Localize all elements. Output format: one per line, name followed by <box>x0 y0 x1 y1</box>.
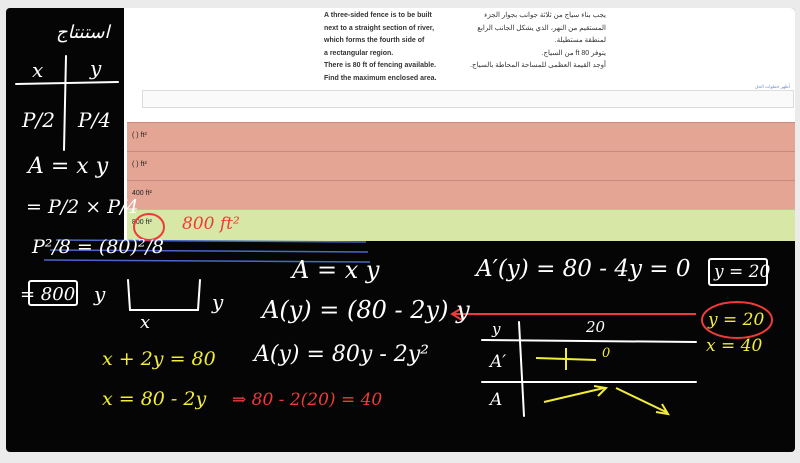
sign-table-line-1 <box>482 340 696 342</box>
question-line-ar: لمنطقة مستطيلة. <box>554 37 606 44</box>
eq-a-xy: A = x y <box>292 256 380 284</box>
p-over-2: P/2 <box>22 108 55 132</box>
option-label: 800 ft² <box>132 219 152 226</box>
col-y: y <box>90 56 102 80</box>
sign-table-y: y <box>492 320 501 338</box>
area-substitution: = P/2 × P/4 <box>26 196 139 218</box>
area-result: = 800 <box>20 284 76 305</box>
sign-table-vertical <box>519 322 524 416</box>
rect-x: x <box>140 312 151 333</box>
question-line-ar: يتوفر 80 ft من السياج. <box>541 49 606 57</box>
sign-table-a-prime: A′ <box>490 352 507 372</box>
rect-y-left: y <box>94 282 106 306</box>
rectangle-sketch <box>128 280 200 310</box>
sign-zero: 0 <box>602 346 611 361</box>
sign-plus <box>559 346 560 347</box>
rect-y-right: y <box>212 290 224 314</box>
question-line: a rectangular region. <box>324 49 394 57</box>
eq-constraint: x + 2y = 80 <box>102 348 216 370</box>
eq-y-circled: y = 20 <box>708 310 765 330</box>
question-line-ar: المستقيم من النهر، الذي يشكل الجانب الرابع <box>477 24 606 32</box>
option-label: ( ) ft² <box>132 132 147 139</box>
question-line: next to a straight section of river, <box>324 24 435 32</box>
eq-derivative: A′(y) = 80 - 4y = 0 <box>476 256 691 282</box>
answer-annotation: 800 ft² <box>182 214 240 234</box>
sign-table-20: 20 <box>586 318 606 336</box>
question-line: Find the maximum enclosed area. <box>324 74 437 82</box>
p-over-4: P/4 <box>78 108 111 132</box>
lesson-video-frame <box>6 8 795 452</box>
eq-x-value: x = 40 <box>706 336 763 356</box>
question-line: There is 80 ft of fencing available. <box>324 62 437 69</box>
area-xy: A = x y <box>28 154 109 179</box>
heading-deduction: استنتاج <box>56 22 110 43</box>
question-line: A three-sided fence is to be built <box>324 12 432 19</box>
question-line-ar: يجب بناء سياج من ثلاثة جوانب بجوار الجزء <box>484 12 606 19</box>
option-label: 400 ft² <box>132 190 152 197</box>
option-label: ( ) ft² <box>132 161 147 168</box>
eq-a-of-y-1: A(y) = (80 - 2y) y <box>262 296 470 324</box>
table-vertical <box>64 56 66 150</box>
show-steps-link[interactable]: أظهر خطوات الحل <box>754 84 790 89</box>
eq-x-expr: x = 80 - 2y <box>102 388 207 410</box>
eq-y-boxed: y = 20 <box>714 262 771 282</box>
board-strokes <box>6 8 795 452</box>
table-divider <box>16 82 118 84</box>
sign-table-a: A <box>490 390 503 410</box>
eq-x-calc: ⇒ 80 - 2(20) = 40 <box>232 390 383 410</box>
area-fraction: P²/8 = (80)²/8 <box>32 236 164 258</box>
question-line-ar: أوجد القيمة العظمى للمساحة المحاطة بالسياج. <box>470 62 606 69</box>
question-line: which forms the fourth side of <box>324 37 425 44</box>
eq-a-of-y-2: A(y) = 80y - 2y² <box>254 342 429 367</box>
col-x: x <box>32 58 44 82</box>
